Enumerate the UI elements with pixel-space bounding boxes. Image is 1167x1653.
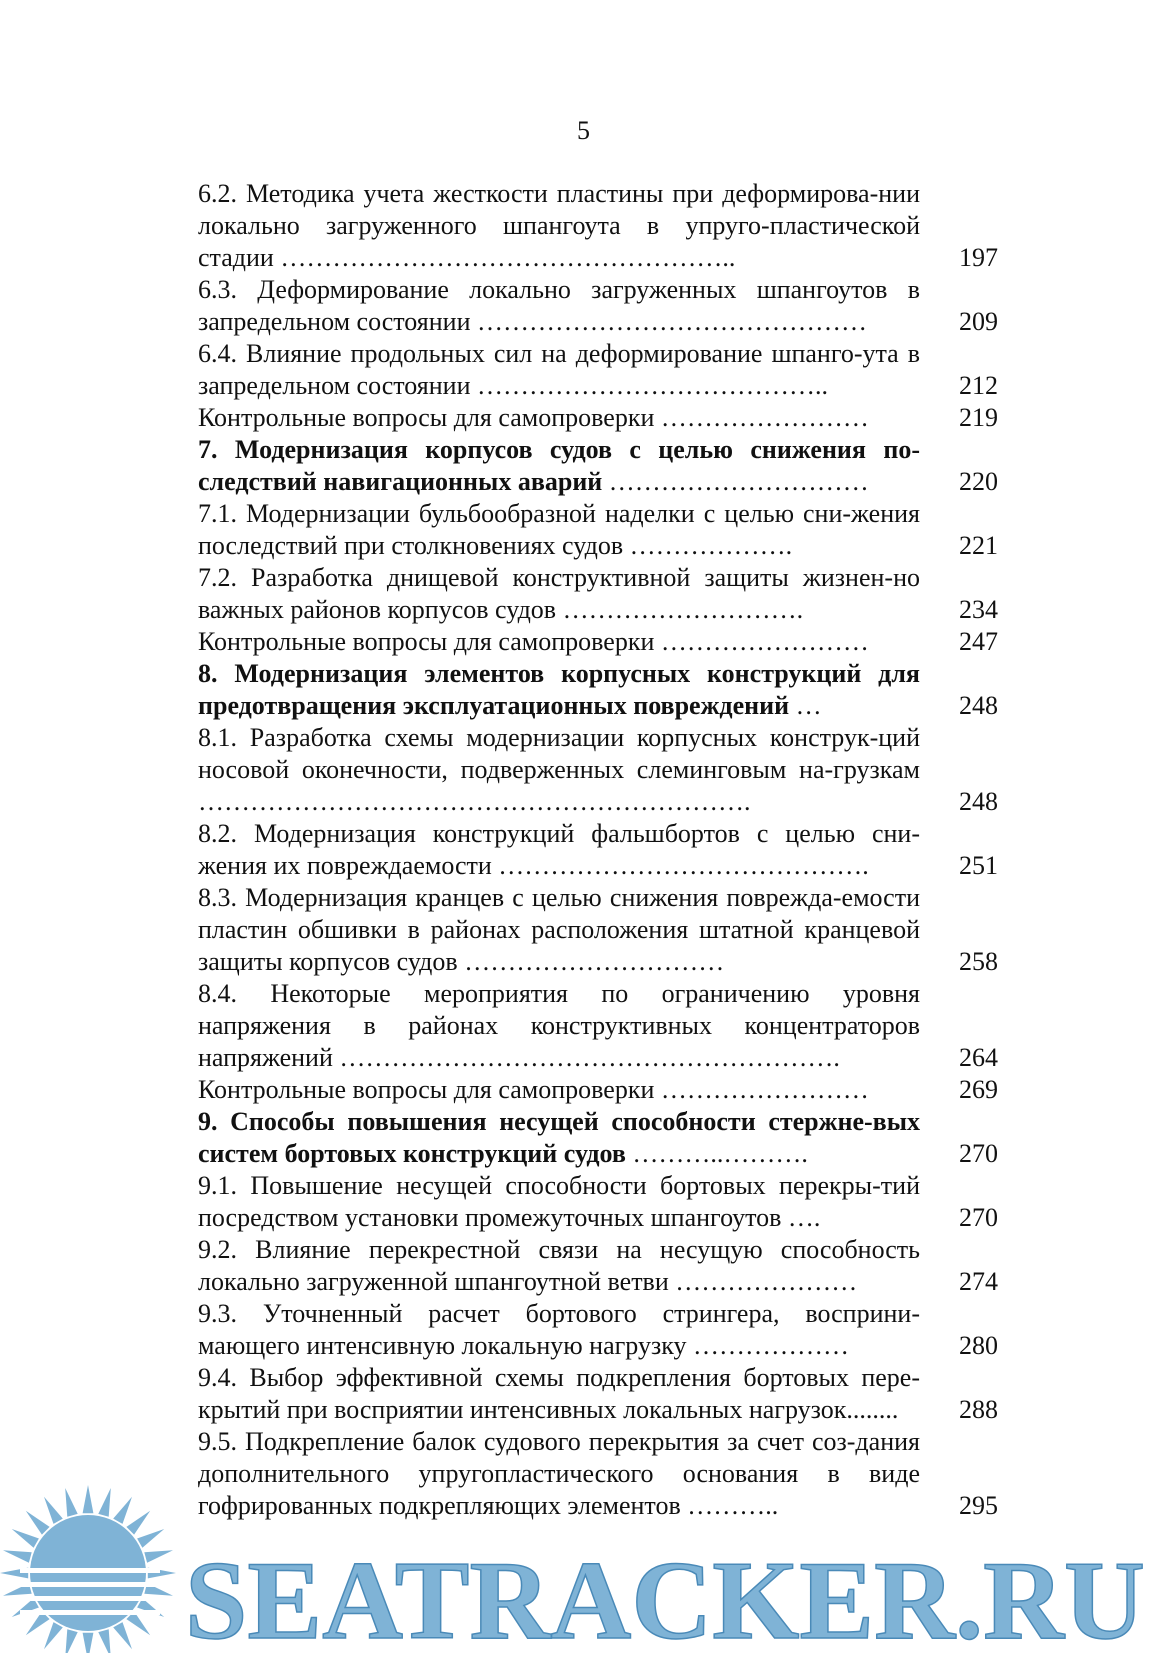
toc-chapter-title: 9. Способы повышения несущей способности стержне-вых систем бортовых конструкций судов ………..………. xyxy=(198,1107,920,1168)
toc-entry-title: Контрольные вопросы для самопроверки …………………… xyxy=(198,627,869,656)
table-of-contents xyxy=(198,178,998,1522)
toc-entry xyxy=(198,626,998,658)
toc-entry-page: 270 xyxy=(959,1203,998,1232)
toc-entry-title: 7.2. Разработка днищевой конструктивной защиты жизнен-но важных районов корпусов судов ………………………. xyxy=(198,563,920,624)
sun-icon xyxy=(0,1485,176,1653)
toc-entry-title: 9.1. Повышение несущей способности бортовых перекры-тий посредством установки промежуточных шпангоутов …. xyxy=(198,1171,920,1232)
toc-entry xyxy=(198,1074,998,1106)
toc-entry-page: 248 xyxy=(959,787,998,816)
toc-entry-page: 212 xyxy=(959,371,998,400)
sun-ray xyxy=(137,1529,164,1548)
sun-ray xyxy=(3,1550,32,1563)
sun-ray xyxy=(144,1550,173,1563)
sun-ray xyxy=(113,1622,132,1649)
toc-entry-page: 248 xyxy=(959,691,998,720)
toc-entry-title: 8.1. Разработка схемы модернизации корпусных конструк-ций носовой оконечности, подверженных слеминговым на-грузкам ………………………………………………………. xyxy=(198,723,920,816)
toc-entry xyxy=(198,1362,998,1426)
toc-entry-page: 288 xyxy=(959,1395,998,1424)
toc-chapter-title: 7. Модернизация корпусов судов с целью снижения по-следствий навигационных аварий ………………………… xyxy=(198,435,920,496)
toc-entry-page: 247 xyxy=(959,627,998,656)
toc-entry xyxy=(198,978,998,1074)
toc-entry-page: 270 xyxy=(959,1139,998,1168)
toc-entry xyxy=(198,722,998,818)
toc-chapter-entry xyxy=(198,658,998,722)
toc-entry-page: 274 xyxy=(959,1267,998,1296)
toc-entry-page: 269 xyxy=(959,1075,998,1104)
toc-entry-page: 220 xyxy=(959,467,998,496)
toc-chapter-title: 8. Модернизация элементов корпусных конструкций для предотвращения эксплуатационных повреждений … xyxy=(198,659,920,720)
toc-entry-title: 6.3. Деформирование локально загруженных шпангоутов в запредельном состоянии ……………………………………… xyxy=(198,275,920,336)
toc-entry xyxy=(198,178,998,274)
toc-entry xyxy=(198,1170,998,1234)
toc-entry-page: 295 xyxy=(959,1491,998,1520)
toc-entry xyxy=(198,818,998,882)
sun-ray xyxy=(44,1622,63,1649)
sun-ray xyxy=(26,1511,50,1535)
sun-ray xyxy=(83,1485,94,1513)
sun-ray xyxy=(98,1488,111,1517)
toc-entry-page: 209 xyxy=(959,307,998,336)
toc-entry-title: 6.2. Методика учета жесткости пластины при деформирова-нии локально загруженного шпангоута в упруго-пластической стадии …………………………………………….. xyxy=(198,179,920,272)
toc-entry-title: 9.5. Подкрепление балок судового перекрытия за счет соз-дания дополнительного упругопластического основания в виде гофрированных подкрепляющих элементов ……….. xyxy=(198,1427,920,1520)
watermark xyxy=(0,1480,1167,1653)
toc-entry xyxy=(198,498,998,562)
toc-entry-title: 9.2. Влияние перекрестной связи на несущую способность локально загруженной шпангоутной ветви ………………… xyxy=(198,1235,920,1296)
watermark-text: SEATRACKER.RU xyxy=(185,1539,1145,1653)
toc-entry xyxy=(198,274,998,338)
toc-entry-page: 258 xyxy=(959,947,998,976)
toc-entry xyxy=(198,1234,998,1298)
toc-entry xyxy=(198,338,998,402)
sun-ray xyxy=(65,1488,78,1517)
toc-entry xyxy=(198,562,998,626)
toc-entry-page: 280 xyxy=(959,1331,998,1360)
toc-entry-page: 264 xyxy=(959,1043,998,1072)
toc-entry-title: 8.4. Некоторые мероприятия по ограничению уровня напряжения в районах конструктивных концентраторов напряжений …………………………………………………. xyxy=(198,979,920,1072)
sun-ray xyxy=(98,1629,111,1653)
toc-entry-title: Контрольные вопросы для самопроверки …………………… xyxy=(198,1075,869,1104)
toc-entry-title: 9.4. Выбор эффективной схемы подкрепления бортовых пере-крытий при восприятии интенсивных локальных нагрузок........ xyxy=(198,1363,920,1424)
sun-ray xyxy=(12,1529,39,1548)
toc-entry xyxy=(198,402,998,434)
toc-entry-title: 8.2. Модернизация конструкций фальшбортов с целью сни-жения их повреждаемости ……………………………………. xyxy=(198,819,920,880)
toc-entry-title: 7.1. Модернизации бульбообразной наделки с целью сни-жения последствий при столкновениях судов ………………. xyxy=(198,499,920,560)
toc-entry-page: 221 xyxy=(959,531,998,560)
toc-entry xyxy=(198,882,998,978)
toc-chapter-entry xyxy=(198,1106,998,1170)
sun-ray xyxy=(113,1497,132,1524)
toc-entry-page: 251 xyxy=(959,851,998,880)
toc-entry-page: 197 xyxy=(959,243,998,272)
toc-entry-page: 219 xyxy=(959,403,998,432)
toc-entry-title: 9.3. Уточненный расчет бортового стрингера, восприни-мающего интенсивную локальную нагрузку ……………… xyxy=(198,1299,920,1360)
toc-entry-title: Контрольные вопросы для самопроверки …………………… xyxy=(198,403,869,432)
page-number: 5 xyxy=(577,116,590,145)
toc-chapter-entry xyxy=(198,434,998,498)
toc-entry-title: 8.3. Модернизация кранцев с целью снижения поврежда-емости пластин обшивки в районах расположения штатной кранцевой защиты корпусов судов ………………………… xyxy=(198,883,920,976)
sun-ray xyxy=(126,1511,150,1535)
toc-entry-title: 6.4. Влияние продольных сил на деформирование шпанго-ута в запредельном состоянии ………………………………….. xyxy=(198,339,920,400)
sun-ray xyxy=(65,1629,78,1653)
sun-ray xyxy=(44,1497,63,1524)
toc-entry-page: 234 xyxy=(959,595,998,624)
toc-entry xyxy=(198,1298,998,1362)
sun-ray xyxy=(83,1633,94,1653)
